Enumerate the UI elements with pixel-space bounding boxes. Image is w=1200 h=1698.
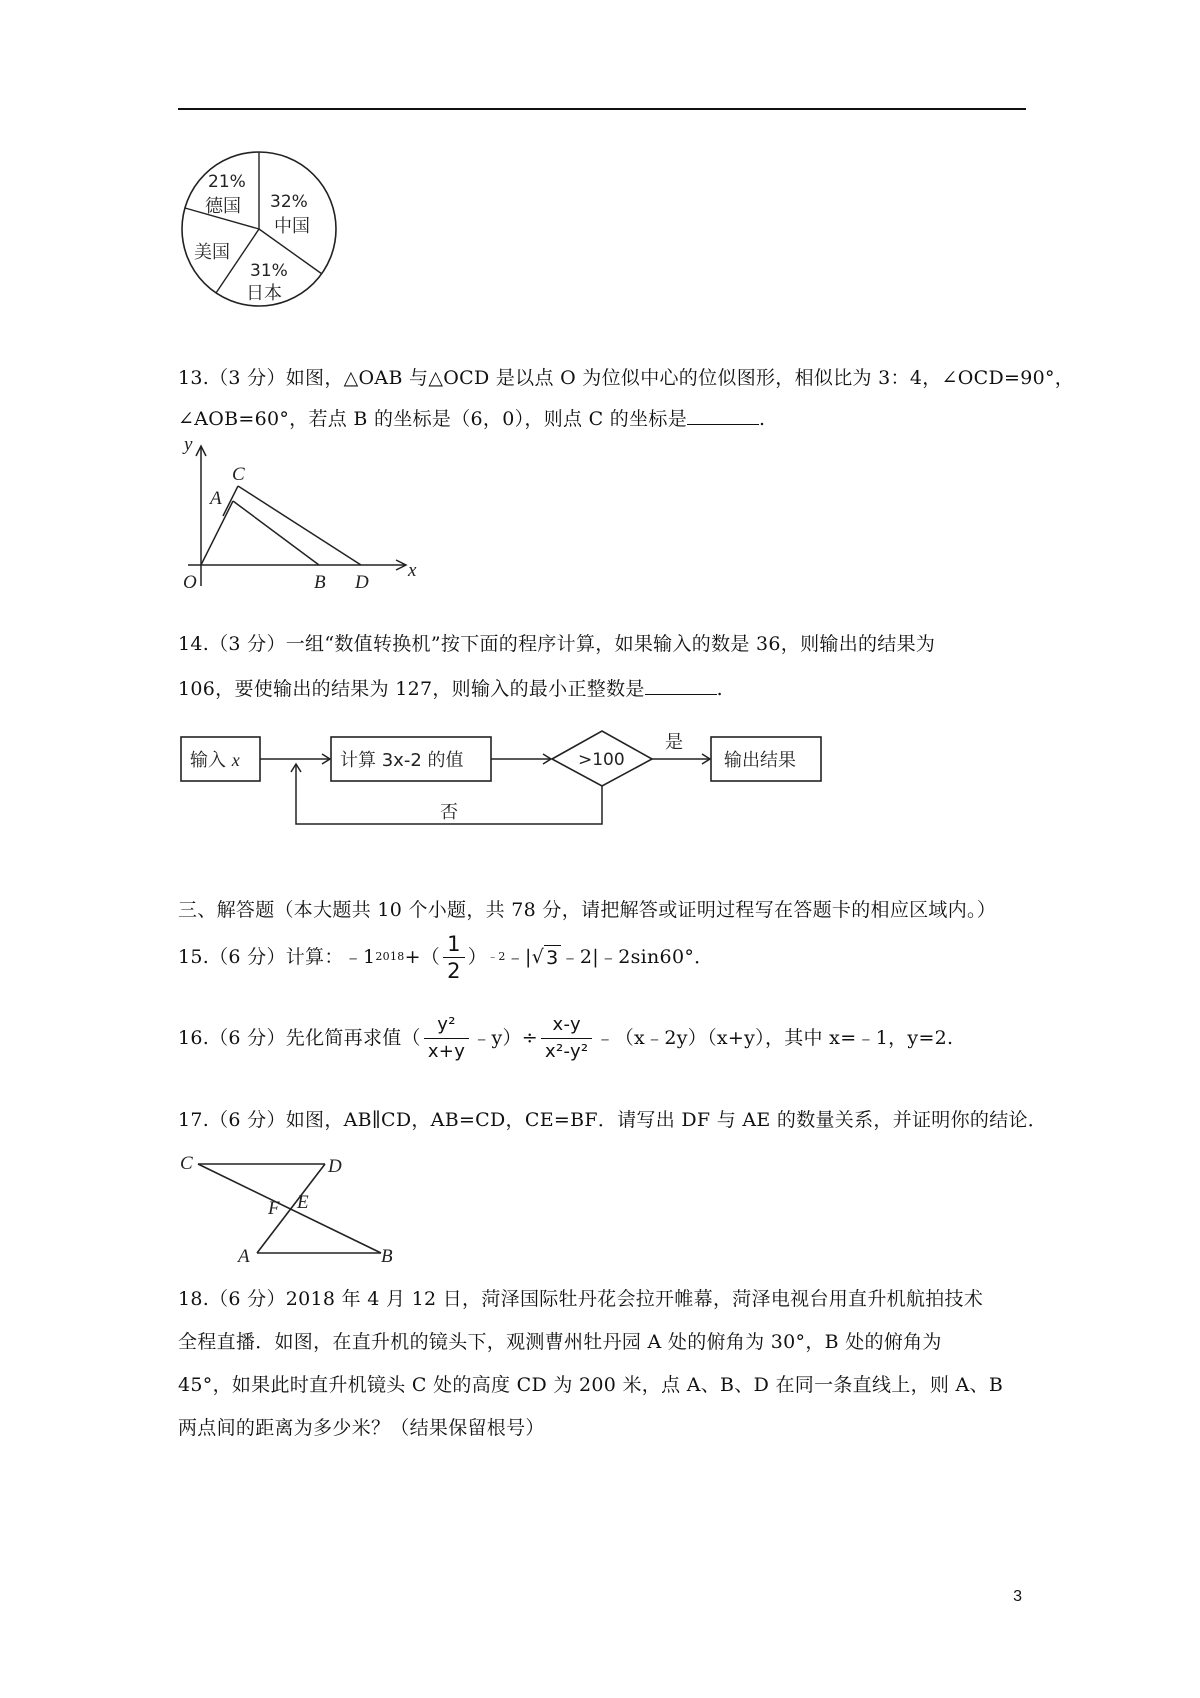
pie-label-usa: 美国 — [194, 242, 230, 263]
q16-fraction-1: $\frac{\text{y²}}{x+y}$ — [424, 1013, 469, 1064]
fig17-E: E — [297, 1192, 309, 1213]
header-rule — [178, 108, 1026, 110]
fig13-A: A — [210, 488, 222, 509]
pie-label-germany: 德国 — [205, 196, 241, 217]
flow-input: 输入 x — [190, 750, 240, 771]
q15: 15.（6 分）计算： ﹣1 2018 +（ $\frac{1}{2}$ ） ﹣2 ﹣| √ 3 ﹣2|﹣2sin60°． — [178, 931, 714, 983]
fig13-C: C — [232, 464, 245, 485]
q14-flowchart — [178, 720, 838, 840]
q14-line2: 106，要使输出的结果为 127，则输入的最小正整数是 . — [178, 678, 724, 700]
pie-label-japan: 日本 — [246, 283, 282, 304]
q17-text: 17.（6 分）如图，AB∥CD，AB=CD，CE=BF．请写出 DF 与 AE 的数量关系，并证明你的结论． — [178, 1109, 1048, 1131]
q13-line1: 13.（3 分）如图，△OAB 与△OCD 是以点 O 为位似中心的位似图形，相似比为 3：4，∠OCD=90°， — [178, 367, 1075, 389]
pie-label-japan-pct: 31% — [250, 261, 288, 281]
section3-heading: 三、解答题（本大题共 10 个小题，共 78 分，请把解答或证明过程写在答题卡的相应区域内。） — [178, 899, 997, 921]
fig17-F: F — [268, 1198, 280, 1219]
flow-output: 输出结果 — [724, 750, 796, 771]
page-number: 3 — [1013, 1588, 1022, 1605]
q13-figure — [178, 436, 428, 596]
q15-fraction: $\frac{1}{2}$ — [443, 932, 465, 983]
q18-line2: 全程直播．如图，在直升机的镜头下，观测曹州牡丹园 A 处的俯角为 30°，B 处的俯角为 — [178, 1331, 942, 1353]
fig13-y: y — [184, 436, 193, 455]
pie-label-china-pct: 32% — [270, 192, 308, 212]
q18-line4: 两点间的距离为多少米？（结果保留根号） — [178, 1417, 545, 1439]
answer-blank — [645, 676, 717, 695]
q18-line3: 45°，如果此时直升机镜头 C 处的高度 CD 为 200 米，点 A、B、D 在同一条直线上，则 A、B — [178, 1374, 1004, 1396]
flow-compute: 计算 3x-2 的值 — [340, 750, 464, 771]
answer-blank — [687, 406, 759, 425]
flow-condition: >100 — [578, 750, 625, 770]
q16: 16.（6 分）先化简再求值（ $\frac{\text{y²}}{x+y}$ ﹣y）÷ $\frac{x-y}{\text{x²-y²}}$ ﹣（x﹣2y）（x+y），其中 x=﹣1，y=2. — [178, 1013, 954, 1062]
q14-line1: 14.（3 分）一组“数值转换机”按下面的程序计算，如果输入的数是 36，则输出的结果为 — [178, 633, 936, 655]
q17-figure — [178, 1148, 428, 1268]
pie-label-china: 中国 — [274, 216, 310, 237]
q13-line2: ∠AOB=60°，若点 B 的坐标是（6，0），则点 C 的坐标是 . — [178, 408, 766, 430]
fig17-D: D — [328, 1156, 342, 1177]
fig13-x: x — [408, 560, 417, 581]
fig17-B: B — [381, 1246, 393, 1267]
flow-no: 否 — [440, 802, 458, 823]
sqrt-sign: √ — [531, 946, 545, 968]
pie-label-germany-pct: 21% — [208, 172, 246, 192]
fig17-A: A — [238, 1246, 250, 1267]
fig13-O: O — [183, 572, 197, 593]
pie-chart — [178, 148, 348, 313]
fig13-B: B — [314, 572, 326, 593]
fig13-D: D — [355, 572, 369, 593]
fig17-C: C — [180, 1153, 193, 1174]
q18-line1: 18.（6 分）2018 年 4 月 12 日，菏泽国际牡丹花会拉开帷幕，菏泽电视台用直升机航拍技术 — [178, 1288, 984, 1310]
q16-fraction-2: $\frac{x-y}{\text{x²-y²}}$ — [541, 1013, 592, 1064]
flow-yes: 是 — [665, 732, 683, 753]
